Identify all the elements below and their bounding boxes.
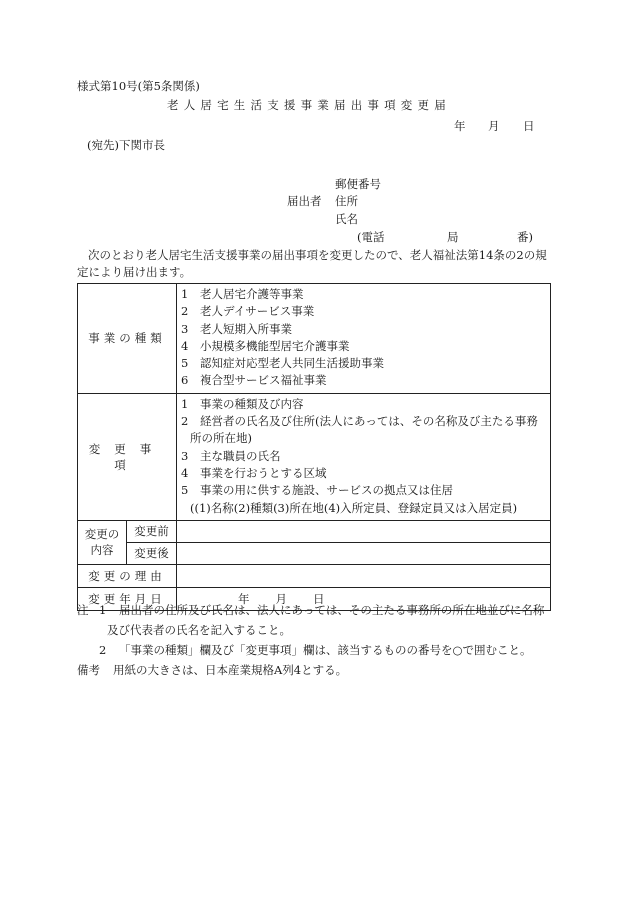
note-2: 2 「事業の種類」欄及び「変更事項」欄は、該当するものの番号を○で囲むこと。 (99, 643, 532, 657)
change-date-label: 変更年月日 (78, 587, 177, 610)
change-item-option[interactable]: 5 事業の用に供する施設、サービスの拠点又は住居 (181, 483, 453, 498)
name-label: 氏名 (335, 212, 358, 226)
phone-office-label: 局 (447, 230, 459, 244)
business-type-option[interactable]: 6 複合型サービス福祉事業 (181, 373, 327, 388)
form-number: 様式第10号(第5条関係) (77, 79, 200, 93)
business-type-options (177, 284, 551, 394)
change-date-year-label: 年 (238, 591, 250, 606)
business-type-option[interactable]: 5 認知症対応型老人共同生活援助事業 (181, 356, 384, 371)
date-year-label: 年 (454, 119, 466, 133)
business-type-option[interactable]: 3 老人短期入所事業 (181, 321, 292, 336)
change-item-option[interactable]: 3 主な職員の氏名 (181, 448, 281, 463)
change-reason-field[interactable] (177, 564, 551, 587)
business-type-label: 事業の種類 (78, 284, 177, 394)
recipient: (宛先)下関市長 (87, 138, 165, 152)
change-notification-table (77, 283, 551, 611)
change-item-option[interactable]: 2 経営者の氏名及び住所(法人にあっては、その名称及び主たる事務 (181, 414, 538, 429)
business-type-option[interactable]: 1 老人居宅介護等事業 (181, 287, 304, 301)
business-type-option[interactable]: 2 老人デイサービス事業 (181, 304, 315, 319)
change-item-option[interactable]: 4 事業を行おうとする区域 (181, 465, 327, 480)
document-title: 老人居宅生活支援事業届出事項変更届 (167, 98, 451, 112)
postal-code-label: 郵便番号 (335, 177, 381, 191)
change-item-option[interactable]: 1 事業の種類及び内容 (181, 396, 304, 411)
intro-line-2: 定により届け出ます。 (77, 265, 192, 279)
notes-section (77, 600, 557, 680)
remark: 備考 用紙の大きさは、日本産業規格A列4とする。 (77, 663, 348, 677)
phone-number-label: 番) (517, 230, 533, 244)
change-items-options (177, 393, 551, 520)
before-change-field[interactable] (177, 520, 551, 542)
note-1: 注 1 届出者の住所及び氏名は、法人にあっては、その主たる事務所の所在地並びに名称 (77, 603, 545, 617)
business-type-option[interactable]: 4 小規模多機能型居宅介護事業 (181, 338, 350, 353)
note-1-continuation: 及び代表者の氏名を記入すること。 (107, 623, 291, 637)
change-date-day-label: 日 (313, 591, 325, 606)
change-date-month-label: 月 (275, 591, 287, 606)
after-change-field[interactable] (177, 542, 551, 564)
change-item-subdetails: ((1)名称(2)種類(3)所在地(4)入所定員、登録定員又は入居定員) (190, 500, 518, 515)
address-label: 住所 (335, 194, 358, 208)
applicant-label: 届出者 (287, 194, 322, 208)
after-change-label: 変更後 (127, 542, 177, 564)
change-content-label: 変更の 内容 (78, 520, 127, 564)
change-items-label: 変更事項 (78, 393, 177, 520)
before-change-label: 変更前 (127, 520, 177, 542)
date-day-label: 日 (523, 119, 535, 133)
intro-line-1: 次のとおり老人居宅生活支援事業の届出事項を変更したので、老人福祉法第14条の2の規 (88, 248, 547, 262)
change-item-continuation: 所の所在地) (190, 431, 252, 446)
phone-label: (電話 (357, 230, 385, 244)
date-month-label: 月 (488, 119, 500, 133)
change-reason-label: 変更の理由 (78, 564, 177, 587)
